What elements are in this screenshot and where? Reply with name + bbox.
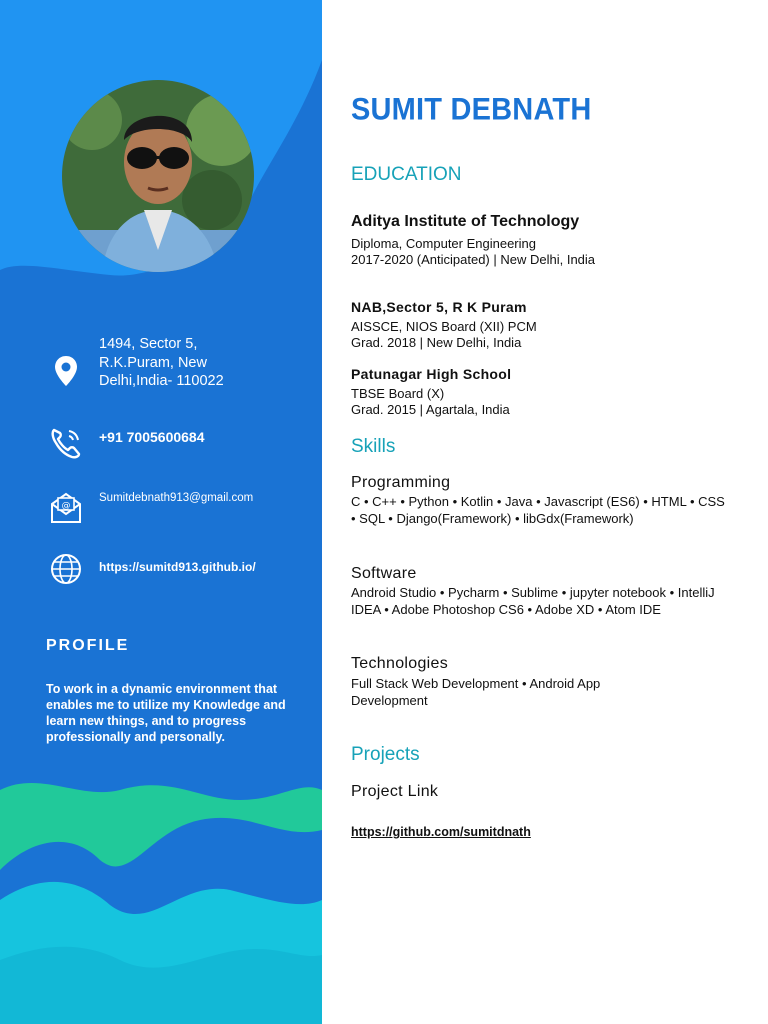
education-detail: Diploma, Computer Engineering	[351, 236, 536, 251]
phone-icon	[48, 425, 84, 461]
project-link[interactable]: https://github.com/sumitdnath	[351, 825, 531, 839]
skill-group-title: Technologies	[351, 655, 448, 672]
address-line: 1494, Sector 5,	[99, 336, 198, 352]
profile-text: To work in a dynamic environment that enables me to utilize my Knowledge and learn new things, and to progress professionally and personally.	[46, 682, 286, 744]
education-meta: Grad. 2018 | New Delhi, India	[351, 335, 522, 350]
skill-group-items: C • C++ • Python • Kotlin • Java • Javascript (ES6) • HTML • CSS • SQL • Django(Framework) • libGdx(Framework)	[351, 494, 725, 526]
skill-group-title: Programming	[351, 474, 451, 491]
address-line: Delhi,India- 110022	[99, 373, 224, 389]
education-meta: 2017-2020 (Anticipated) | New Delhi, India	[351, 252, 596, 267]
skill-group-title: Software	[351, 565, 417, 582]
skill-group-items: Full Stack Web Development • Android App Development	[351, 676, 601, 708]
education-heading: EDUCATION	[351, 164, 462, 185]
address	[99, 335, 269, 391]
profile-photo	[62, 80, 254, 272]
education-institution: Aditya Institute of Technology	[351, 213, 580, 230]
phone-number[interactable]: +91 7005600684	[99, 429, 205, 445]
email-icon	[48, 489, 84, 525]
skill-group-items: Android Studio • Pycharm • Sublime • jupyter notebook • IntelliJ IDEA • Adobe Photoshop CS6 • Adobe XD • Atom IDE	[351, 585, 715, 617]
svg-text:@: @	[61, 501, 71, 511]
candidate-name: SUMIT DEBNATH	[351, 92, 592, 128]
education-institution: NAB,Sector 5, R K Puram	[351, 299, 527, 315]
skills-heading: Skills	[351, 436, 396, 457]
education-institution: Patunagar High School	[351, 366, 512, 382]
profile-heading: PROFILE	[46, 637, 130, 654]
website-link[interactable]: https://sumitd913.github.io/	[99, 560, 256, 574]
education-detail: TBSE Board (X)	[351, 386, 445, 401]
location-pin-icon	[48, 353, 84, 389]
address-line: R.K.Puram, New	[99, 354, 207, 371]
education-meta: Grad. 2015 | Agartala, India	[351, 402, 510, 417]
project-link-label: Project Link	[351, 783, 439, 800]
projects-heading: Projects	[351, 744, 420, 765]
email-address[interactable]: Sumitdebnath913@gmail.com	[99, 492, 254, 504]
education-detail: AISSCE, NIOS Board (XII) PCM	[351, 319, 537, 334]
sidebar	[0, 0, 322, 1024]
globe-icon	[48, 551, 84, 587]
